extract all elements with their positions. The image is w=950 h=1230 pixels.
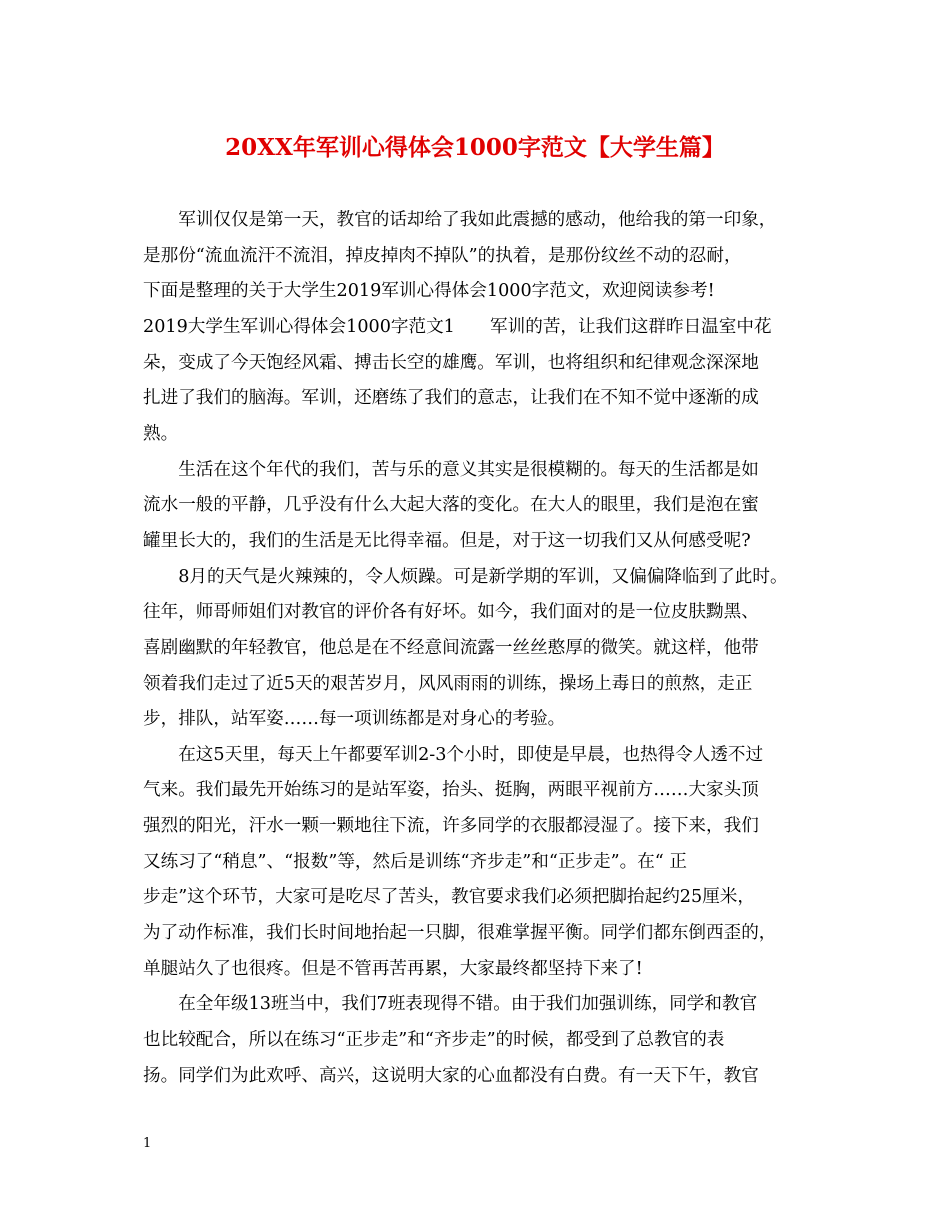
page-number: 1 xyxy=(143,1136,152,1151)
body-line: 朵，变成了今天饱经风霜、搏击长空的雄鹰。军训，也将组织和纪律观念深深地 xyxy=(143,352,759,373)
body-line: 步，排队，站军姿……每一项训练都是对身心的考验。 xyxy=(143,709,566,730)
body-line: 扬。同学们为此欢呼、高兴，这说明大家的心血都没有白费。有一天下午，教官 xyxy=(143,1065,759,1086)
body-line: 为了动作标准，我们长时间地抬起一只脚，很难掌握平衡。同学们都东倒西歪的， xyxy=(143,923,777,943)
body-line: 也比较配合，所以在练习“正步走”和“齐步走”的时候，都受到了总教官的表 xyxy=(143,1029,725,1050)
body-line: 喜剧幽默的年轻教官，他总是在不经意间流露一丝丝憨厚的微笑。就这样，他带 xyxy=(143,637,759,658)
body-line: 气来。我们最先开始练习的是站军姿，抬头、挺胸，两眼平视前方……大家头顶 xyxy=(143,780,759,801)
body-line: 单腿站久了也很疼。但是不管再苦再累，大家最终都坚持下来了! xyxy=(143,958,643,979)
body-line: 强烈的阳光，汗水一颗一颗地往下流，许多同学的衣服都浸湿了。接下来，我们 xyxy=(143,816,759,836)
body-line: 在全年级13班当中，我们7班表现得不错。由于我们加强训练，同学和教官 xyxy=(143,994,758,1015)
body-line: 熟。 xyxy=(143,423,179,444)
body-line: 领着我们走过了近5天的艰苦岁月，风风雨雨的训练，操场上毒日的煎熬，走正 xyxy=(143,673,753,694)
body-line: 流水一般的平静，几乎没有什么大起大落的变化。在大人的眼里，我们是泡在蜜 xyxy=(143,495,759,516)
body-line: 往年，师哥师姐们对教官的评价各有好坏。如今，我们面对的是一位皮肤黝黑、 xyxy=(143,602,759,623)
body-line: 是那份“流血流汗不流泪，掉皮掉肉不掉队”的执着，是那份纹丝不动的忍耐， xyxy=(143,245,742,266)
body-line: 又练习了“稍息”、“报数”等，然后是训练“齐步走”和“正步走”。在“ 正 xyxy=(143,851,687,872)
body-line: 罐里长大的，我们的生活是无比得幸福。但是，对于这一切我们又从何感受呢? xyxy=(143,530,751,551)
body-line: 军训仅仅是第一天，教官的话却给了我如此震撼的感动，他给我的第一印象， xyxy=(143,210,777,230)
body-line: 扎进了我们的脑海。军训，还磨练了我们的意志，让我们在不知不觉中逐渐的成 xyxy=(143,388,759,409)
body-line: 步走”这个环节，大家可是吃尽了苦头，教官要求我们必须把脚抬起约25厘米， xyxy=(143,887,755,908)
document-title: 20XX年军训心得体会1000字范文【大学生篇】 xyxy=(225,134,725,161)
body-line: 2019大学生军训心得体会1000字范文1 军训的苦，让我们这群昨日温室中花 xyxy=(143,316,772,337)
body-line: 在这5天里，每天上午都要军训2-3个小时，即使是早晨，也热得令人透不过 xyxy=(143,744,764,765)
body-line: 下面是整理的关于大学生2019军训心得体会1000字范文，欢迎阅读参考! xyxy=(143,281,715,302)
body-line: 生活在这个年代的我们，苦与乐的意义其实是很模糊的。每天的生活都是如 xyxy=(143,459,759,480)
body-line: 8月的天气是火辣辣的，令人烦躁。可是新学期的军训，又偏偏降临到了此时。 xyxy=(143,566,788,587)
